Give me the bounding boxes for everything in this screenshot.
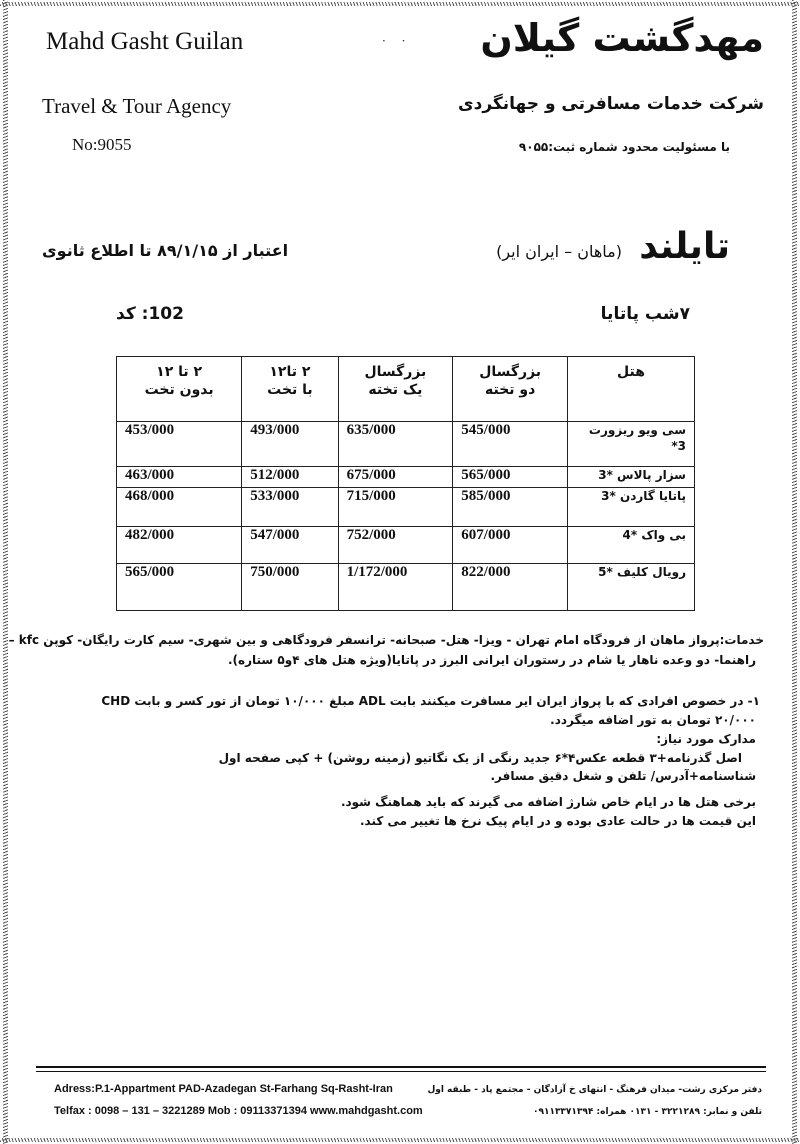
table-row [117,488,695,527]
price-adult-single: 675/000 [338,467,453,488]
price-child-no-bed: 463/000 [117,467,242,488]
price-child-no-bed: 482/000 [117,527,242,564]
services-line-2: راهنما- دو وعده ناهار یا شام در رستوران ایرانی البرز در پاتایا(ویژه هتل های ۴و۵ ستاره). [227,653,756,667]
registration-number-en: No:9055 [72,135,132,154]
header-hotel: هتل [568,357,695,422]
price-adult-single: 752/000 [338,527,453,564]
price-adult-double: 607/000 [453,527,568,564]
company-name-fa: مهدگشت گیلان [480,16,764,60]
price-adult-double: 822/000 [453,564,568,611]
documents-title: مدارک مورد نیاز: [656,732,756,746]
destination-title: تایلند [639,226,730,267]
price-adult-single: 635/000 [338,422,453,467]
price-child-with-bed: 533/000 [242,488,338,527]
page-border-top [0,2,800,6]
services-line-1: خدمات:پرواز ماهان از فرودگاه امام تهران - ویزا- هتل- صبحانه- ترانسفر فرودگاهی و بین شهری- سیم کارت رایگان- کوپن kfc – [8,633,764,647]
price-adult-single: 1/172/000 [338,564,453,611]
price-child-with-bed: 750/000 [242,564,338,611]
price-adult-double: 565/000 [453,467,568,488]
table-row [117,422,695,467]
hotel-name: رویال کلیف *5 [568,564,695,611]
footer-divider-thick [36,1066,766,1068]
footer-contact-en: Telfax : 0098 – 131 – 3221289 Mob : 09113371394 www.mahdgasht.com [54,1105,423,1117]
table-row [117,564,695,611]
header-adult-single: بزرگسال یک تخته [338,357,453,422]
note-airline-line-1: ۱- در خصوص افرادی که با پرواز ایران ایر مسافرت میکنند بابت ADL مبلغ ۱۰/۰۰۰ تومان از تور کسر و بابت CHD [101,694,760,708]
documents-line-1: اصل گذرنامه+۳ قطعه عکس۴*۶ جدید رنگی از یک نگاتیو (زمینه روشن) + کپی صفحه اول [218,751,742,765]
scan-speckle: · · [382,34,412,48]
tour-code: 102: کد [116,304,184,324]
registration-number-fa: با مسئولیت محدود شماره ثبت:۹۰۵۵ [518,140,730,154]
documents-line-2: شناسنامه+آدرس/ تلفن و شغل دقیق مسافر. [490,769,756,783]
table-row [117,527,695,564]
header-child-with-bed: ۲ تا۱۲ با تخت [242,357,338,422]
footer-address-fa: دفتر مرکزی رشت- میدان فرهنگ - انتهای خ آزادگان - مجتمع پاد - طبقه اول [427,1085,762,1095]
page-border-left [3,0,8,1144]
validity-text: اعتبار از ۸۹/۱/۱۵ تا اطلاع ثانوی [42,241,289,260]
page-border-bottom [0,1138,800,1142]
price-child-with-bed: 512/000 [242,467,338,488]
agency-subtitle-fa: شرکت خدمات مسافرتی و جهانگردی [458,94,764,114]
hotel-name: بی واک *4 [568,527,695,564]
price-child-with-bed: 547/000 [242,527,338,564]
note-airline-line-2: ۲۰/۰۰۰ تومان به تور اضافه میگردد. [550,713,756,727]
price-child-no-bed: 468/000 [117,488,242,527]
price-adult-double: 545/000 [453,422,568,467]
price-adult-single: 715/000 [338,488,453,527]
price-child-with-bed: 493/000 [242,422,338,467]
price-child-no-bed: 453/000 [117,422,242,467]
table-header-row [117,357,695,422]
price-child-no-bed: 565/000 [117,564,242,611]
page-border-right [792,0,797,1144]
header-child-no-bed: ۲ تا ۱۲ بدون تخت [117,357,242,422]
hotel-name: سی ویو ریزورت 3* [568,422,695,467]
header-adult-double: بزرگسال دو تخته [453,357,568,422]
footer-divider-thin [36,1071,766,1072]
tour-nights: ۷شب پاتایا [600,304,690,324]
footer-address-en: Adress:P.1-Appartment PAD-Azadegan St-Farhang Sq-Rasht-Iran [54,1083,393,1095]
price-table [116,356,695,611]
price-adult-double: 585/000 [453,488,568,527]
agency-subtitle-en: Travel & Tour Agency [42,94,232,118]
table-row [117,467,695,488]
footer-contact-fa: تلفن و نمابر: ۳۲۲۱۲۸۹ - ۰۱۳۱ همراه: ۰۹۱۱۳۳۷۱۳۹۴ [532,1107,762,1117]
note-peak-season: این قیمت ها در حالت عادی بوده و در ایام پیک نرخ ها تغییر می کند. [359,814,756,828]
destination-airline: (ماهان – ایران ایر) [496,242,622,261]
company-name-en: Mahd Gasht Guilan [46,28,244,55]
hotel-name: پاتایا گاردن *3 [568,488,695,527]
hotel-name: سزار پالاس *3 [568,467,695,488]
note-surcharge: برخی هتل ها در ایام خاص شارژ اضافه می گیرند که باید هماهنگ شود. [340,795,756,809]
